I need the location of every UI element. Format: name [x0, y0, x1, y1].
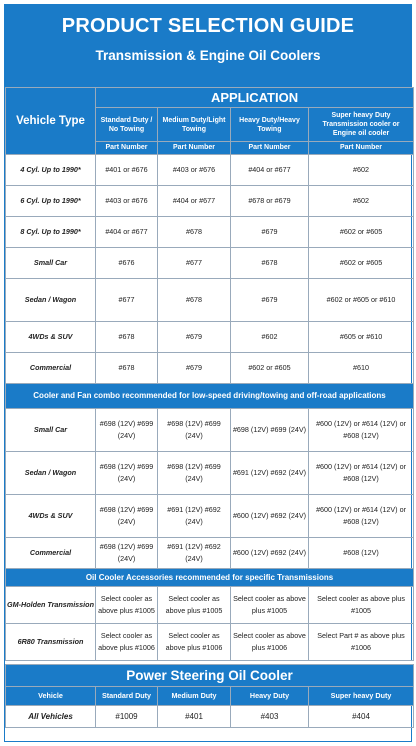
row-label: GM-Holden Transmission [6, 587, 96, 624]
table-cell: #404 or #677 [158, 186, 231, 217]
page-title: PRODUCT SELECTION GUIDE [61, 15, 355, 37]
table-cell: #678 [96, 353, 158, 384]
row-label: 4WDs & SUV [6, 322, 96, 353]
row-label: 4WDs & SUV [6, 495, 96, 538]
page-subtitle: Transmission & Engine Oil Coolers [95, 48, 321, 63]
row-label: 8 Cyl. Up to 1990* [6, 217, 96, 248]
table-cell: #600 (12V) or #614 (12V) or #608 (12V) [309, 409, 414, 452]
table-cell: #678 [158, 279, 231, 322]
table-cell: Select cooler as above plus #1006 [96, 624, 158, 661]
ps-column-header: Heavy Duty [231, 687, 309, 706]
table-cell: #600 (12V) #692 (24V) [231, 495, 309, 538]
table-cell: #678 [96, 322, 158, 353]
row-label: Sedan / Wagon [6, 452, 96, 495]
table-cell: #403 [231, 706, 309, 728]
table-cell: Select cooler as above plus #1006 [231, 624, 309, 661]
part-number-header: Part Number [96, 142, 158, 155]
table-cell: #404 [309, 706, 414, 728]
table-cell: #698 (12V) #699 (24V) [158, 409, 231, 452]
table-cell: #677 [96, 279, 158, 322]
table-cell: #691 (12V) #692 (24V) [158, 538, 231, 569]
accessories-band: Oil Cooler Accessories recommended for specific Transmissions [6, 569, 414, 587]
row-label: Commercial [6, 538, 96, 569]
table-row [6, 248, 414, 279]
table-cell: #691 (12V) #692 (24V) [231, 452, 309, 495]
table-cell: #698 (12V) #699 (24V) [158, 452, 231, 495]
column-header: Super heavy Duty Transmission cooler or Engine oil cooler [309, 108, 414, 142]
table-row [6, 353, 414, 384]
product-selection-guide [4, 4, 412, 742]
table-cell: #698 (12V) #699 (24V) [96, 538, 158, 569]
table-cell: #698 (12V) #699 (24V) [96, 452, 158, 495]
table-cell: Select cooler as above plus #1005 [231, 587, 309, 624]
table-cell: #1009 [96, 706, 158, 728]
part-number-header: Part Number [158, 142, 231, 155]
row-label: Small Car [6, 409, 96, 452]
part-number-header: Part Number [309, 142, 414, 155]
table-cell: #676 [96, 248, 158, 279]
table-row [6, 409, 414, 452]
column-header: Medium Duty/Light Towing [158, 108, 231, 142]
table-row [6, 155, 414, 186]
table-cell: #698 (12V) #699 (24V) [96, 495, 158, 538]
table-cell: #678 or #679 [231, 186, 309, 217]
table-row [6, 279, 414, 322]
row-label: Commercial [6, 353, 96, 384]
table-cell: Select Part # as above plus #1006 [309, 624, 414, 661]
table-row [6, 322, 414, 353]
guide-header [5, 5, 411, 87]
row-label: 4 Cyl. Up to 1990* [6, 155, 96, 186]
table-cell: #610 [309, 353, 414, 384]
table-cell: #679 [158, 353, 231, 384]
fan-combo-band: Cooler and Fan combo recommended for low-speed driving/towing and off-road applications [6, 384, 414, 409]
table-cell: #608 (12V) [309, 538, 414, 569]
table-cell: #602 [231, 322, 309, 353]
table-cell: #605 or #610 [309, 322, 414, 353]
table-cell: Select cooler as above plus #1006 [158, 624, 231, 661]
table-cell: #698 (12V) #699 (24V) [231, 409, 309, 452]
table-cell: Select cooler as above plus #1005 [96, 587, 158, 624]
table-cell: #600 (12V) or #614 (12V) or #608 (12V) [309, 452, 414, 495]
table-row [6, 587, 414, 624]
part-number-header: Part Number [231, 142, 309, 155]
ps-column-header: Medium Duty [158, 687, 231, 706]
table-cell: #401 [158, 706, 231, 728]
table-cell: #679 [231, 217, 309, 248]
ps-column-header: Standard Duty [96, 687, 158, 706]
table-cell: #600 (12V) #692 (24V) [231, 538, 309, 569]
table-cell: #677 [158, 248, 231, 279]
table-cell: Select cooler as above plus #1005 [309, 587, 414, 624]
table-row [6, 538, 414, 569]
row-label: All Vehicles [6, 706, 96, 728]
table-cell: #403 or #676 [158, 155, 231, 186]
table-cell: #678 [231, 248, 309, 279]
table-cell: #403 or #676 [96, 186, 158, 217]
ps-column-header: Vehicle [6, 687, 96, 706]
table-cell: #679 [231, 279, 309, 322]
row-label: 6R80 Transmission [6, 624, 96, 661]
table-cell: #602 or #605 [309, 217, 414, 248]
table-cell: #602 [309, 155, 414, 186]
table-cell: #602 [309, 186, 414, 217]
table-cell: #600 (12V) or #614 (12V) or #608 (12V) [309, 495, 414, 538]
table-cell: #679 [158, 322, 231, 353]
table-cell: #602 or #605 or #610 [309, 279, 414, 322]
table-row [6, 186, 414, 217]
table-row [6, 495, 414, 538]
table-row [6, 452, 414, 495]
table-cell: #602 or #605 [231, 353, 309, 384]
table-cell: #404 or #677 [96, 217, 158, 248]
table-cell: #691 (12V) #692 (24V) [158, 495, 231, 538]
row-label: Sedan / Wagon [6, 279, 96, 322]
ps-column-header: Super heavy Duty [309, 687, 414, 706]
table-cell: #678 [158, 217, 231, 248]
application-header: APPLICATION [96, 88, 414, 108]
table-cell: #698 (12V) #699 (24V) [96, 409, 158, 452]
table-row [6, 217, 414, 248]
selection-table [5, 87, 414, 728]
column-header: Standard Duty / No Towing [96, 108, 158, 142]
column-header: Heavy Duty/Heavy Towing [231, 108, 309, 142]
table-cell: #401 or #676 [96, 155, 158, 186]
table-cell: #602 or #605 [309, 248, 414, 279]
table-row [6, 706, 414, 728]
power-steering-title: Power Steering Oil Cooler [6, 665, 414, 687]
row-label: 6 Cyl. Up to 1990* [6, 186, 96, 217]
table-cell: #404 or #677 [231, 155, 309, 186]
row-label: Small Car [6, 248, 96, 279]
table-cell: Select cooler as above plus #1005 [158, 587, 231, 624]
vehicle-type-header: Vehicle Type [6, 88, 96, 155]
table-row [6, 624, 414, 661]
